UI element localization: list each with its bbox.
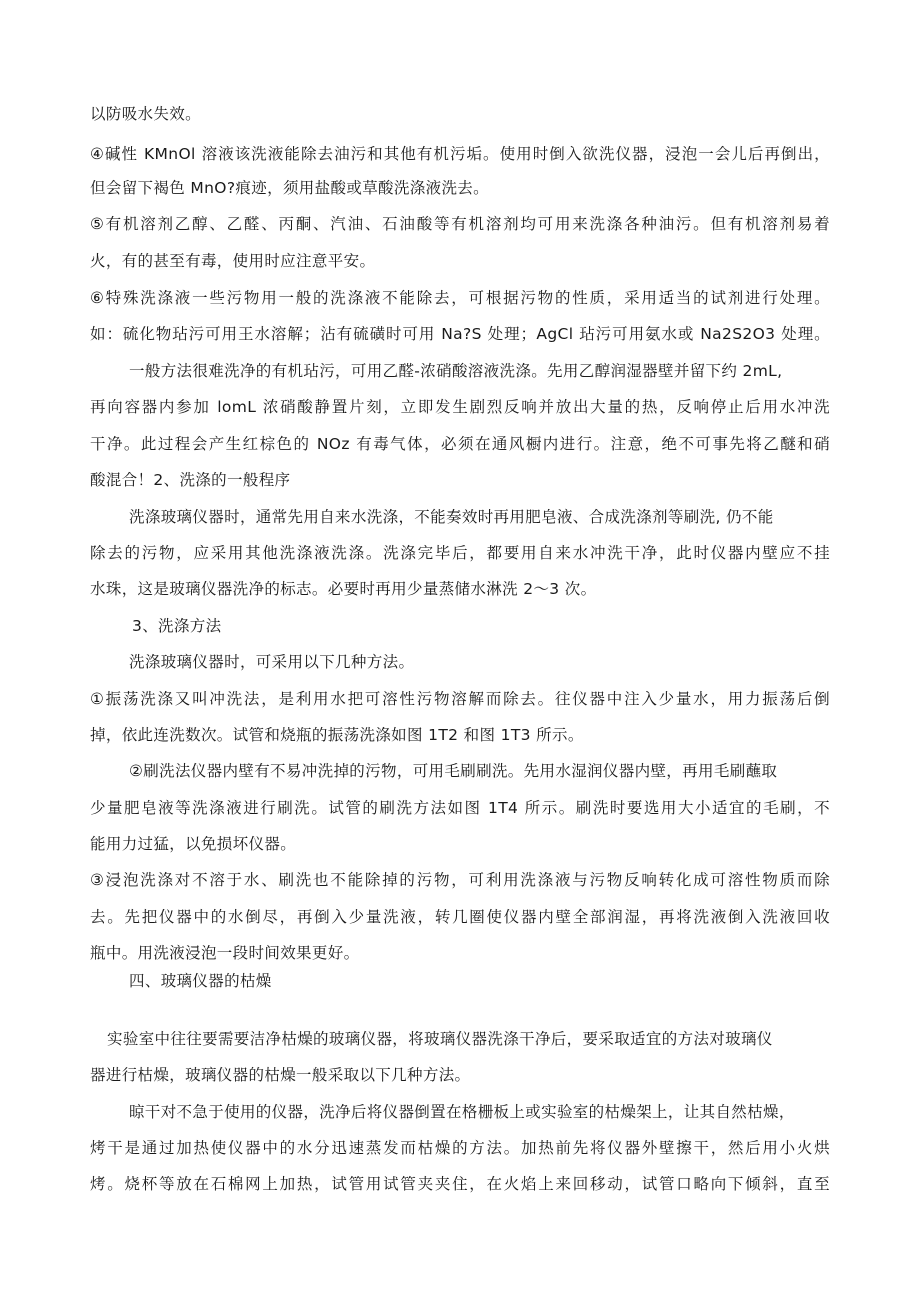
text-line-10: 干净。此过程会产生红棕色的 NOz 有毒气体，必须在通风橱内进行。注意，绝不可事先将乙醚和硝 — [90, 435, 830, 453]
text-line-6: ⑥特殊洗涤液一些污物用一般的洗涤液不能除去，可根据污物的性质，采用适当的试剂进行处理。 — [90, 289, 830, 307]
section-heading-3: 3、洗涤方法 — [132, 617, 222, 635]
text-line-13: 除去的污物，应采用其他洗涤液洗涤。洗涤完毕后，都要用自来水冲洗干净，此时仪器内壁应不挂 — [90, 544, 830, 562]
text-line-23: 去。先把仪器中的水倒尽，再倒入少量洗液，转几圈使仪器内壁全部润湿，再将洗液倒入洗液回收 — [90, 908, 830, 926]
text-line-17: ①振荡洗涤又叫冲洗法，是利用水把可溶性污物溶解而除去。往仪器中注入少量水，用力振荡后倒 — [90, 690, 830, 708]
text-line-9: 再向容器内参加 lomL 浓硝酸静置片刻，立即发生剧烈反响并放出大量的热，反响停止后用水冲洗 — [90, 398, 830, 416]
text-line-8: 一般方法很难洗净的有机玷污，可用乙醛-浓硝酸溶液洗涤。先用乙醇润湿器壁并留下约 2mL, — [129, 362, 783, 380]
text-line-26: 实验室中往往要需要洁净枯燥的玻璃仪器，将玻璃仪器洗涤干净后，要采取适宜的方法对玻璃仪 — [107, 1030, 773, 1048]
text-line-30: 烤。烧杯等放在石棉网上加热，试管用试管夹夹住，在火焰上来回移动，试管口略向下倾斜，直至 — [90, 1175, 830, 1193]
text-line-4: ⑤有机溶剂乙醇、乙醛、丙酮、汽油、石油酸等有机溶剂均可用来洗涤各种油污。但有机溶剂易着 — [90, 215, 830, 233]
text-line-7: 如：硫化物玷污可用王水溶解；沾有硫磺时可用 Na?S 处理；AgCl 玷污可用氨水或 Na2S2O3 处理。 — [90, 325, 830, 343]
text-line-16: 洗涤玻璃仪器时，可采用以下几种方法。 — [129, 653, 415, 671]
text-line-19: ②刷洗法仪器内壁有不易冲洗掉的污物，可用毛刷刷洗。先用水湿润仪器内壁，再用毛刷蘸取 — [129, 762, 778, 780]
text-line-1: 以防吸水失效。 — [90, 105, 201, 123]
text-line-11: 酸混合！2、洗涤的一般程序 — [90, 471, 291, 489]
text-line-22: ③浸泡洗涤对不溶于水、刷洗也不能除掉的污物，可利用洗涤液与污物反响转化成可溶性物质而除 — [90, 871, 830, 889]
text-line-3: 但会留下褐色 MnO?痕迹，须用盐酸或草酸洗涤液洗去。 — [90, 179, 490, 197]
text-line-2: ④碱性 KMnOl 溶液该洗液能除去油污和其他有机污垢。使用时倒入欲洗仪器，浸泡一会儿后再倒出， — [90, 145, 830, 163]
text-line-5: 火，有的甚至有毒，使用时应注意平安。 — [90, 252, 376, 270]
text-line-24: 瓶中。用洗液浸泡一段时间效果更好。 — [90, 944, 360, 962]
text-line-14: 水珠，这是玻璃仪器洗净的标志。必要时再用少量蒸储水淋洗 2〜3 次。 — [90, 580, 597, 598]
text-line-21: 能用力过猛，以免损坏仪器。 — [90, 835, 297, 853]
text-line-20: 少量肥皂液等洗涤液进行刷洗。试管的刷洗方法如图 1T4 所示。刷洗时要选用大小适宜的毛刷，不 — [90, 799, 830, 817]
text-line-12: 洗涤玻璃仪器时，通常先用自来水洗涤，不能奏效时再用肥皂液、合成洗涤剂等刷洗, 仍不能 — [129, 508, 774, 526]
text-line-29: 烤干是通过加热使仪器中的水分迅速蒸发而枯燥的方法。加热前先将仪器外壁擦干，然后用小火烘 — [90, 1139, 830, 1157]
section-heading-4: 四、玻璃仪器的枯燥 — [129, 972, 272, 990]
text-line-28: 晾干对不急于使用的仪器，洗净后将仪器倒置在格栅板上或实验室的枯燥架上，让其自然枯燥， — [129, 1103, 795, 1121]
text-line-18: 掉，依此连洗数次。试管和烧瓶的振荡洗涤如图 1T2 和图 1T3 所示。 — [90, 726, 584, 744]
text-line-27: 器进行枯燥，玻璃仪器的枯燥一般采取以下几种方法。 — [90, 1066, 471, 1084]
